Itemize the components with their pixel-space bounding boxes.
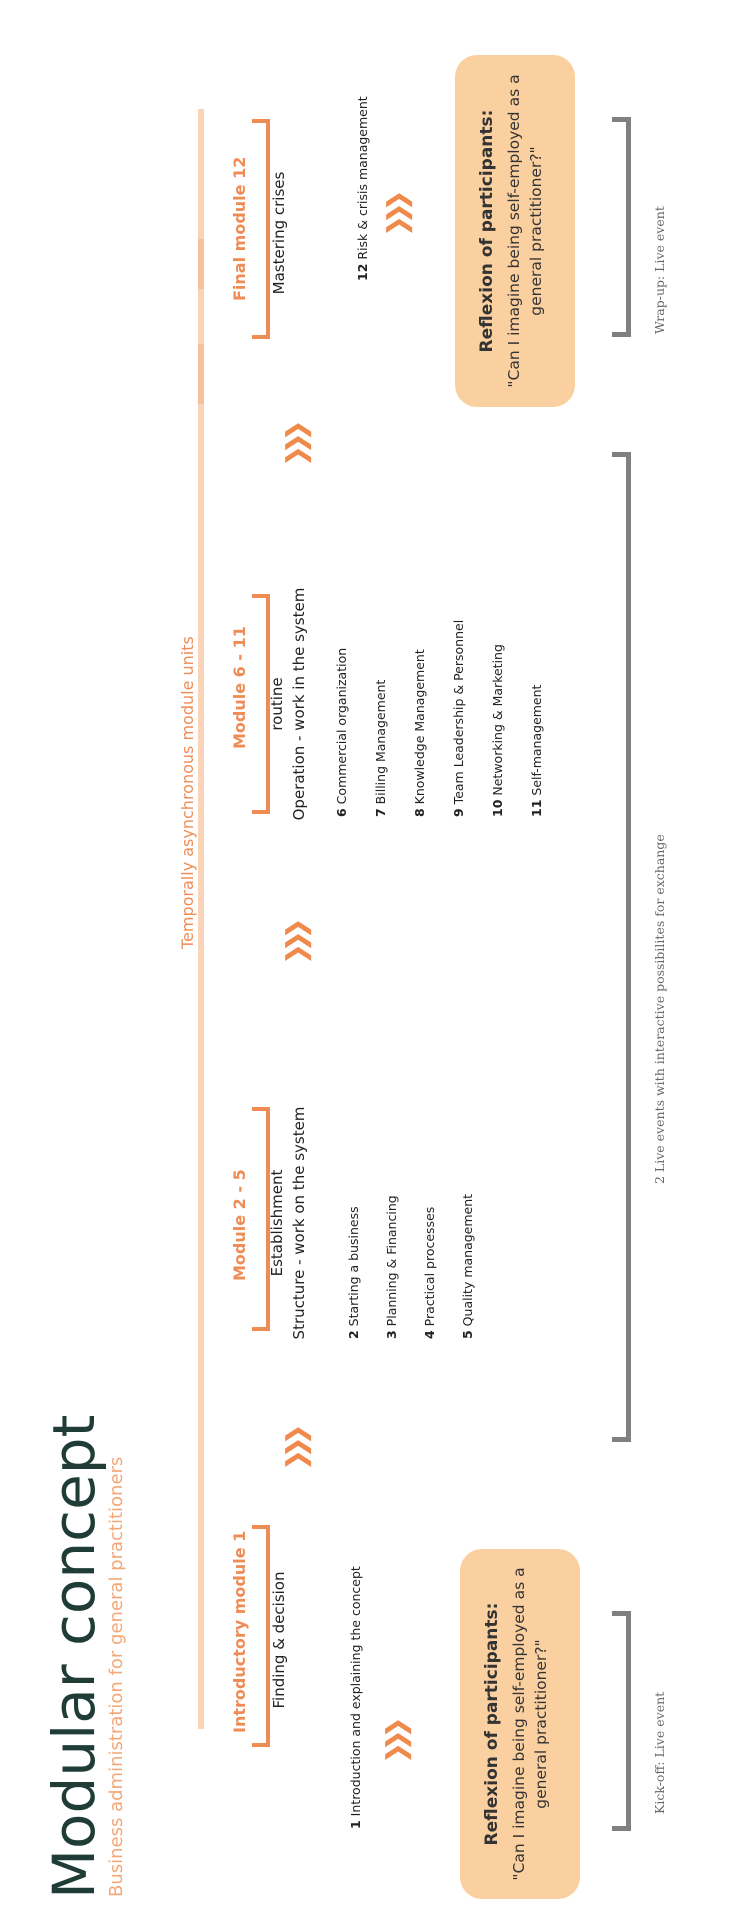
module-12-subtitle: Mastering crises xyxy=(270,171,288,295)
kickoff-bracket xyxy=(612,1611,631,1831)
module-1-title: Introductory module 1 xyxy=(230,1530,249,1733)
module-1-subtitle: Finding & decision xyxy=(270,1571,288,1709)
page-title: Modular concept xyxy=(40,1414,108,1899)
module-2-5-list xyxy=(346,1194,475,1339)
module-6-11-list xyxy=(334,620,544,817)
timeline-segment-highlight xyxy=(198,344,204,404)
list-item: 5 Quality management xyxy=(460,1193,475,1339)
module-2-5-subtitle: Establishment Structure - work on the system xyxy=(268,1106,308,1340)
reflexion-box-start xyxy=(460,1549,580,1899)
live-events-label: 2 Live events with interactive possibilites for exchange xyxy=(652,834,667,1184)
list-item: 7 Billing Management xyxy=(373,679,388,817)
list-item: 2 Starting a business xyxy=(346,1206,361,1339)
module-12-item: 12 Risk & crisis management xyxy=(355,96,370,281)
list-item: 10 Networking & Marketing xyxy=(490,644,505,817)
timeline-segment-highlight xyxy=(198,239,204,289)
list-item: 9 Team Leadership & Personnel xyxy=(451,619,466,817)
wrapup-label: Wrap-up: Live event xyxy=(652,206,667,334)
module-2-5-title: Module 2 - 5 xyxy=(230,1169,249,1281)
reflexion-box-end xyxy=(455,55,575,407)
chevron-right-icon: ❯❯❯ xyxy=(382,1725,412,1764)
reflexion-question: "Can I imagine being self-employed as a general practitioner?" xyxy=(510,1567,550,1881)
module-6-11-title: Module 6 - 11 xyxy=(230,626,249,749)
list-item: 6 Commercial organization xyxy=(334,647,349,817)
reflexion-heading: Reflexion of participants: xyxy=(477,109,497,353)
kickoff-label: Kick-off: Live event xyxy=(652,1691,667,1814)
list-item: 4 Practical processes xyxy=(422,1206,437,1339)
reflexion-question: "Can I imagine being self-employed as a general practitioner?" xyxy=(505,74,545,388)
chevron-right-icon: ❯❯❯ xyxy=(383,198,413,237)
chevron-right-icon: ❯❯❯ xyxy=(282,926,312,965)
page-subtitle: Business administration for general practitioners xyxy=(106,1456,127,1897)
chevron-right-icon: ❯❯❯ xyxy=(282,428,312,467)
wrapup-bracket xyxy=(612,117,631,337)
module-12-title: Final module 12 xyxy=(230,156,249,301)
chevron-right-icon: ❯❯❯ xyxy=(282,1432,312,1471)
list-item: 3 Planning & Financing xyxy=(384,1195,399,1339)
live-events-bracket xyxy=(612,452,631,1442)
module-6-11-subtitle: routine Operation - work in the system xyxy=(268,587,308,821)
list-item: 11 Self-management xyxy=(529,684,544,817)
list-item: 8 Knowledge Management xyxy=(412,649,427,817)
module-1-item: 1 Introduction and explaining the concept xyxy=(348,1566,363,1829)
timeline-label: Temporally asynchronous module units xyxy=(178,636,197,949)
reflexion-heading: Reflexion of participants: xyxy=(482,1602,502,1846)
